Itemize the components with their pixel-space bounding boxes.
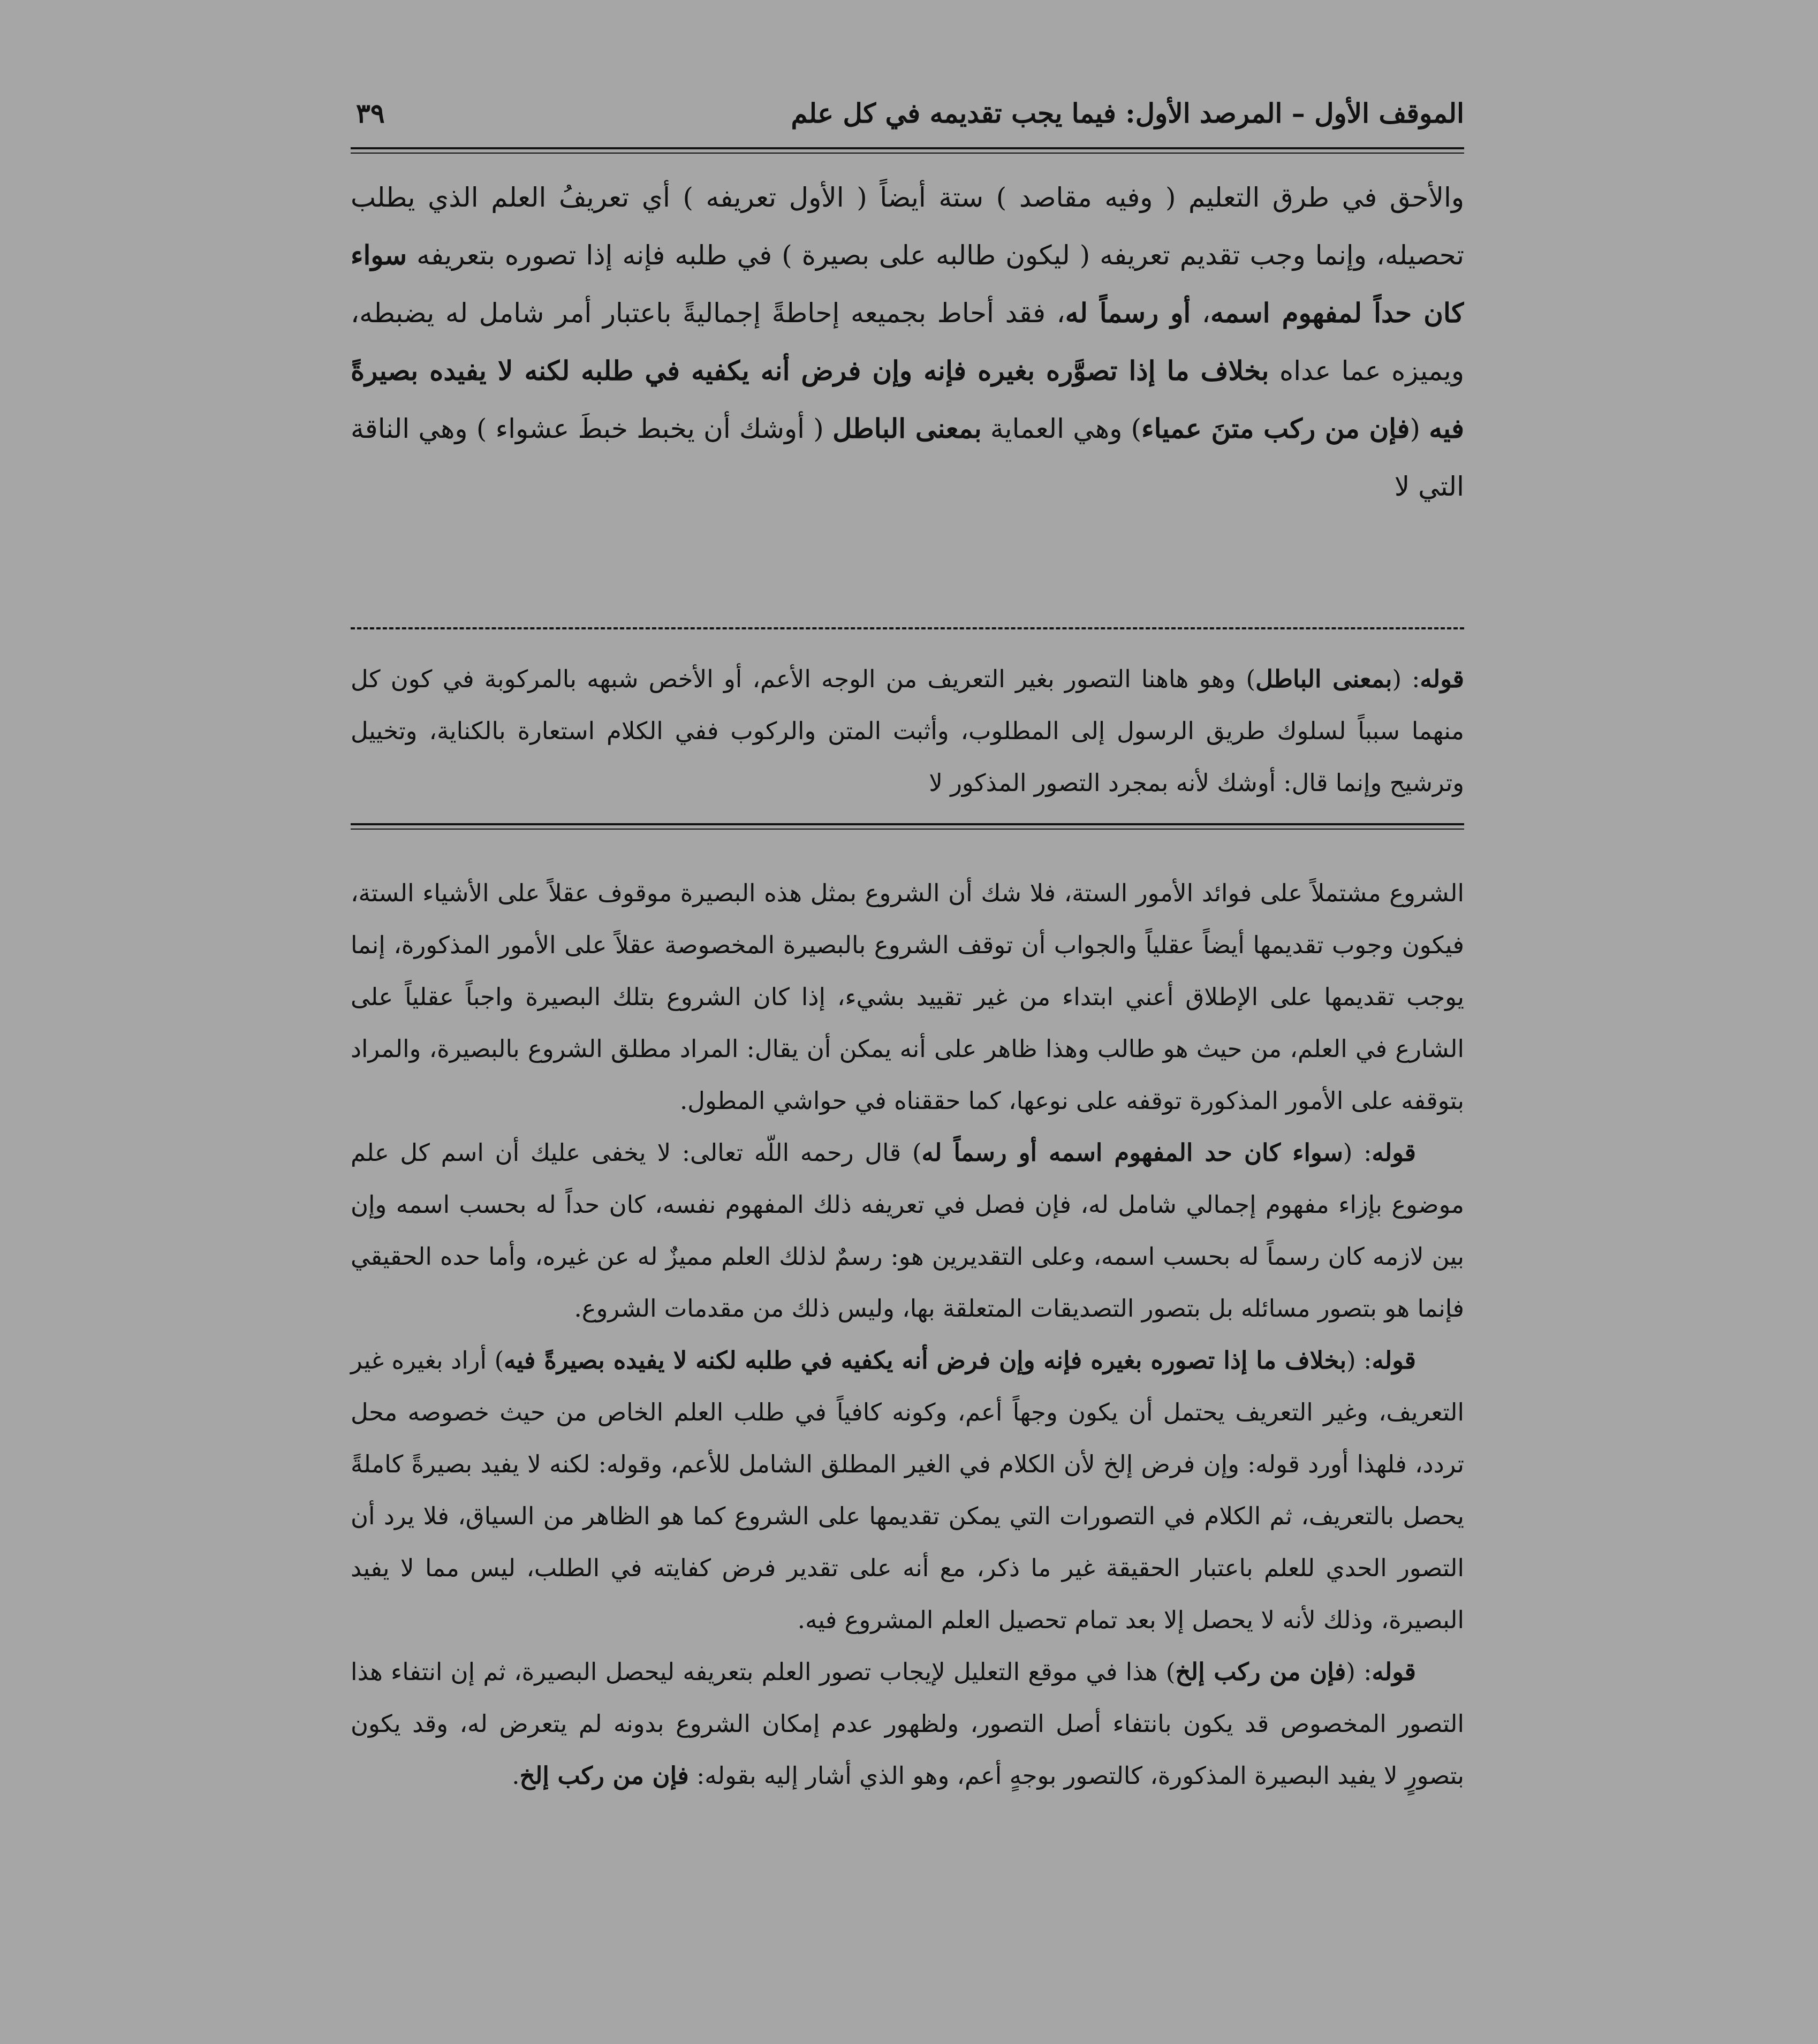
main-text — [351, 169, 1464, 607]
text-run: ) قال رحمه اللّه تعالى: لا يخفى عليك أن اسم كل علم موضوع بإزاء مفهوم إجمالي شامل له، فإن فصل في تعريفه ذلك المفهوم نفسه، كان حداً له بحسب اسمه وإن بين لازمه كان رسماً له بحسب اسمه، وعلى التقديرين هو: رسمٌ لذلك العلم مميزٌ له عن غيره، وأما حده الحقيقي فإنما هو بتصور مسائله بل بتصور التصديقات المتعلقة بها، وليس ذلك من مقدمات الشروع. — [351, 1138, 1464, 1323]
bold-text-run: قوله — [1372, 1658, 1416, 1686]
margin-commentary-rule — [351, 823, 1464, 830]
footnote-block-top — [351, 653, 1464, 814]
text-run: ) أراد بغيره غير التعريف، وغير التعريف يحتمل أن يكون وجهاً أعم، وكونه كافياً في طلب العلم الخاص من حيث خصوصه محل تردد، فلهذا أورد قوله: وإن فرض إلخ لأن الكلام في الغير المطلق الشامل للأعم، وقوله: لكنه لا يفيد بصيرةً كاملةً يحصل بالتعريف، ثم الكلام في التصورات التي يمكن تقديمها على الشروع كما هو الظاهر من السياق، فلا يرد أن التصور الحدي للعلم باعتبار الحقيقة غير ما ذكر، مع أنه على تقدير فرض كفايته في الطلب، ليس مما لا يفيد البصيرة، وذلك لأنه لا يحصل إلا بعد تمام تحصيل العلم المشروع فيه. — [351, 1346, 1464, 1634]
bold-text-run: سواء كان حد المفهوم اسمه أو رسماً له — [921, 1138, 1343, 1167]
text-run: ، — [1191, 298, 1211, 329]
text-run: ) هذا في موقع التعليل لإيجاب تصور العلم بتعريفه ليحصل البصيرة، ثم إن انتفاء هذا التصور المخصوص قد يكون بانتفاء أصل التصور، ولظهور عدم إمكان الشروع بدونه لم يتعرض له، وقد يكون بتصورٍ لا يفيد البصيرة المذكورة، كالتصور بوجهٍ أعم، وهو الذي أشار إليه بقوله: — [351, 1658, 1464, 1790]
bold-text-run: سواء كان حداً لمفهوم اسمه — [351, 239, 1464, 329]
bold-text-run: أو رسماً له — [1065, 297, 1191, 329]
bold-text-run: فإن من ركب متنَ عمياء — [1141, 413, 1410, 444]
text-run: ( — [1410, 413, 1429, 444]
text-run: والأحق في طرق التعليم ( وفيه مقاصد ) ستة أيضاً ( الأول تعريفه ) أي تعريفُ العلم الذي يطلب تحصيله، وإنما وجب تقديم تعريفه ( ليكون طالبه على بصيرة ) في طلبه فإنه إذا تصوره بتعريفه — [351, 182, 1464, 271]
text-run: ، فقد أحاط بجميعه إحاطةً إجماليةً باعتبار أمر شامل له يضبطه، ويميزه عما عداه — [351, 298, 1464, 386]
running-title: الموقف الأول – المرصد الأول: فيما يجب تقديمه في كل علم — [791, 97, 1464, 129]
text-run: ) وهي العماية — [981, 413, 1142, 444]
book-page — [351, 86, 1464, 1905]
text-run: : ( — [1346, 1658, 1372, 1686]
header-rule — [351, 147, 1464, 154]
text-run: . — [512, 1761, 520, 1790]
text-run: : ( — [1346, 1346, 1372, 1374]
text-run: : ( — [1343, 1138, 1372, 1167]
text-run: ) وهو هاهنا التصور بغير التعريف من الوجه الأعم، أو الأخص شبهه بالمركوبة في كون كل منهما سبباً لسلوك طريق الرسول إلى المطلوب، وأثبت المتن والركوب ففي الكلام استعارة بالكناية، وتخييل وترشيح وإنما قال: أوشك لأنه بمجرد التصور المذكور لا — [351, 665, 1464, 797]
bold-text-run: بمعنى الباطل — [1255, 665, 1392, 693]
bold-text-run: فإن من ركب إلخ — [519, 1761, 689, 1790]
bold-text-run: قوله — [1372, 1346, 1416, 1374]
bold-text-run: بخلاف ما إذا تصوَّره بغيره فإنه وإن فرض أنه يكفيه في طلبه لكنه لا يفيده بصيرةً فيه — [351, 355, 1464, 444]
footnote-paragraph — [351, 1334, 1464, 1646]
footnote-paragraph — [351, 1646, 1464, 1802]
bold-text-run: قوله — [1420, 665, 1464, 693]
footnote-block-bottom — [351, 867, 1464, 1905]
footnote-paragraph — [351, 867, 1464, 1127]
text-run: : ( — [1392, 665, 1420, 693]
page-header — [351, 86, 1464, 145]
page-number: ٣٩ — [356, 97, 385, 129]
footnote-paragraph — [351, 1127, 1464, 1334]
text-run: الشروع مشتملاً على فوائد الأمور الستة، فلا شك أن الشروع بمثل هذه البصيرة موقوف عقلاً على الأشياء الستة، فيكون وجوب تقديمها أيضاً عقلياً والجواب أن توقف الشروع بالبصيرة المخصوصة عقلاً على الأمور المذكورة، إنما يوجب تقديمها على الإطلاق أعني ابتداء من غير تقييد بشيء، إذا كان الشروع بتلك البصيرة واجباً عقلياً على الشارع في العلم، من حيث هو طالب وهذا ظاهر على أنه يمكن أن يقال: المراد مطلق الشروع بالبصيرة، والمراد بتوقفه على الأمور المذكورة توقفه على نوعها، كما حققناه في حواشي المطول. — [351, 879, 1464, 1115]
bold-text-run: قوله — [1372, 1138, 1416, 1167]
bold-text-run: بخلاف ما إذا تصوره بغيره فإنه وإن فرض أنه يكفيه في طلبه لكنه لا يفيده بصيرةً فيه — [504, 1346, 1347, 1374]
bold-text-run: فإن من ركب إلخ — [1175, 1658, 1346, 1686]
text-run: ( أوشك أن يخبط خبطَ عشواء ) وهي الناقة التي لا — [351, 413, 1464, 502]
footnote-separator — [351, 627, 1464, 629]
bold-text-run: بمعنى الباطل — [832, 413, 982, 444]
